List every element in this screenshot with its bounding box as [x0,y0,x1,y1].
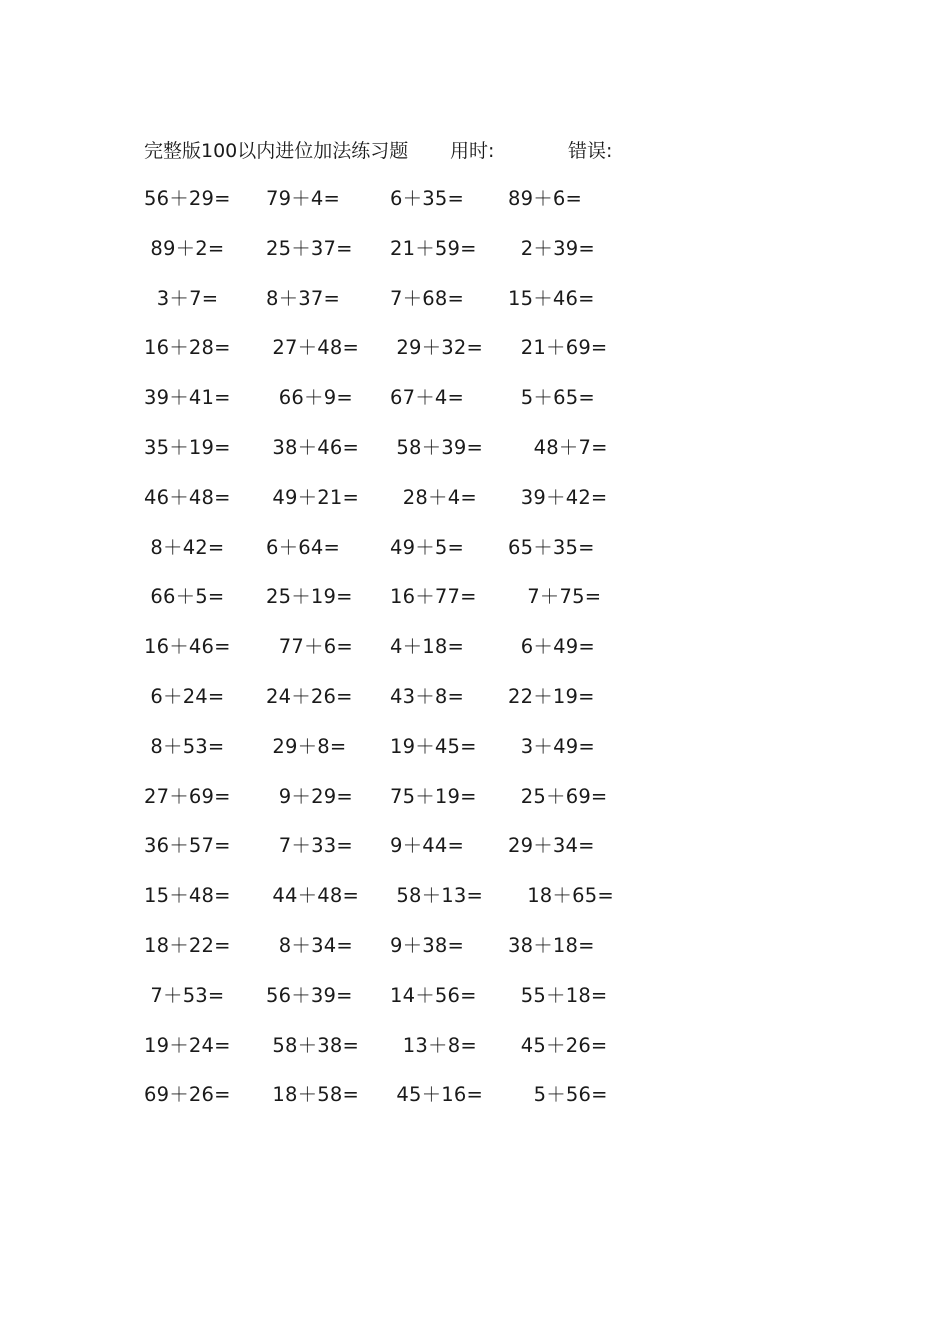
addition-problem: 8＋34= [266,934,353,957]
addition-problem: 3＋49= [508,734,595,758]
addition-problem: 16＋77= [390,585,477,609]
addition-problem: 39＋42= [508,485,608,509]
addition-problem: 8＋53= [144,734,225,758]
addition-problem: 25＋69= [508,784,608,808]
addition-problem: 15＋46= [508,286,595,310]
addition-problem: 16＋46= [144,635,231,659]
addition-problem: 18＋22= [144,934,231,957]
addition-problem: 8＋37= [266,286,341,310]
addition-problem: 13＋8= [390,1033,477,1057]
addition-problem: 7＋68= [390,286,465,310]
addition-problem: 69＋26= [144,1083,231,1107]
addition-problem: 6＋64= [266,535,341,559]
worksheet-title: 完整版100以内进位加法练习题 [144,140,409,162]
addition-problem: 27＋48= [266,336,360,360]
addition-problem: 25＋19= [266,585,353,609]
addition-problem: 21＋69= [508,336,608,360]
addition-problem: 3＋7= [144,286,219,310]
addition-problem: 7＋75= [508,585,602,609]
addition-problem: 43＋8= [390,685,465,708]
addition-problem: 45＋26= [508,1033,608,1057]
addition-problem: 14＋56= [390,983,477,1007]
addition-problem: 2＋39= [508,236,595,260]
addition-problem: 65＋35= [508,535,595,559]
addition-problem: 5＋56= [508,1083,608,1107]
addition-problem: 35＋19= [144,436,231,459]
addition-problem: 18＋65= [508,884,614,908]
addition-problem: 4＋18= [390,635,465,659]
addition-problem: 79＋4= [266,187,341,210]
addition-problem: 77＋6= [266,635,353,659]
addition-problem: 7＋33= [266,834,353,858]
addition-problem: 36＋57= [144,834,231,858]
addition-problem: 21＋59= [390,236,477,260]
addition-problem: 22＋19= [508,685,595,708]
addition-problem: 8＋42= [144,535,225,559]
addition-problem: 39＋41= [144,386,231,410]
addition-problem: 19＋45= [390,734,477,758]
addition-problem: 49＋5= [390,535,465,559]
addition-problem: 9＋38= [390,934,465,957]
addition-problem: 16＋28= [144,336,231,360]
addition-problem: 5＋65= [508,386,595,410]
addition-problem: 58＋38= [266,1033,360,1057]
addition-problem: 67＋4= [390,386,465,410]
addition-problem: 56＋39= [266,983,353,1007]
addition-problem: 38＋46= [266,436,360,459]
addition-problem: 48＋7= [508,436,608,459]
worksheet-header [144,136,664,166]
addition-problem: 58＋39= [390,436,484,459]
addition-problem: 9＋44= [390,834,465,858]
addition-problem: 6＋49= [508,635,595,659]
addition-problem: 66＋5= [144,585,225,609]
addition-problem: 28＋4= [390,485,477,509]
addition-problem: 19＋24= [144,1033,231,1057]
addition-problem: 58＋13= [390,884,484,908]
addition-problem: 44＋48= [266,884,360,908]
addition-problem: 75＋19= [390,784,477,808]
addition-problem: 9＋29= [266,784,353,808]
addition-problem: 24＋26= [266,685,353,708]
addition-problem: 15＋48= [144,884,231,908]
addition-problem: 89＋6= [508,187,583,210]
addition-problem: 46＋48= [144,485,231,509]
addition-problem: 49＋21= [266,485,360,509]
addition-problem: 29＋32= [390,336,484,360]
addition-problem: 27＋69= [144,784,231,808]
addition-problem: 89＋2= [144,236,225,260]
addition-problem: 7＋53= [144,983,225,1007]
addition-problem: 38＋18= [508,934,595,957]
addition-problem: 55＋18= [508,983,608,1007]
addition-problem: 29＋34= [508,834,595,858]
addition-problem: 25＋37= [266,236,353,260]
addition-problem: 66＋9= [266,386,353,410]
addition-problem: 18＋58= [266,1083,360,1107]
addition-problem: 56＋29= [144,187,231,210]
error-count-label: 错误: [568,140,613,162]
time-used-label: 用时: [450,140,495,162]
addition-problem: 45＋16= [390,1083,484,1107]
addition-problem: 29＋8= [266,734,347,758]
addition-problem: 6＋24= [144,685,225,708]
addition-problem: 6＋35= [390,187,465,210]
